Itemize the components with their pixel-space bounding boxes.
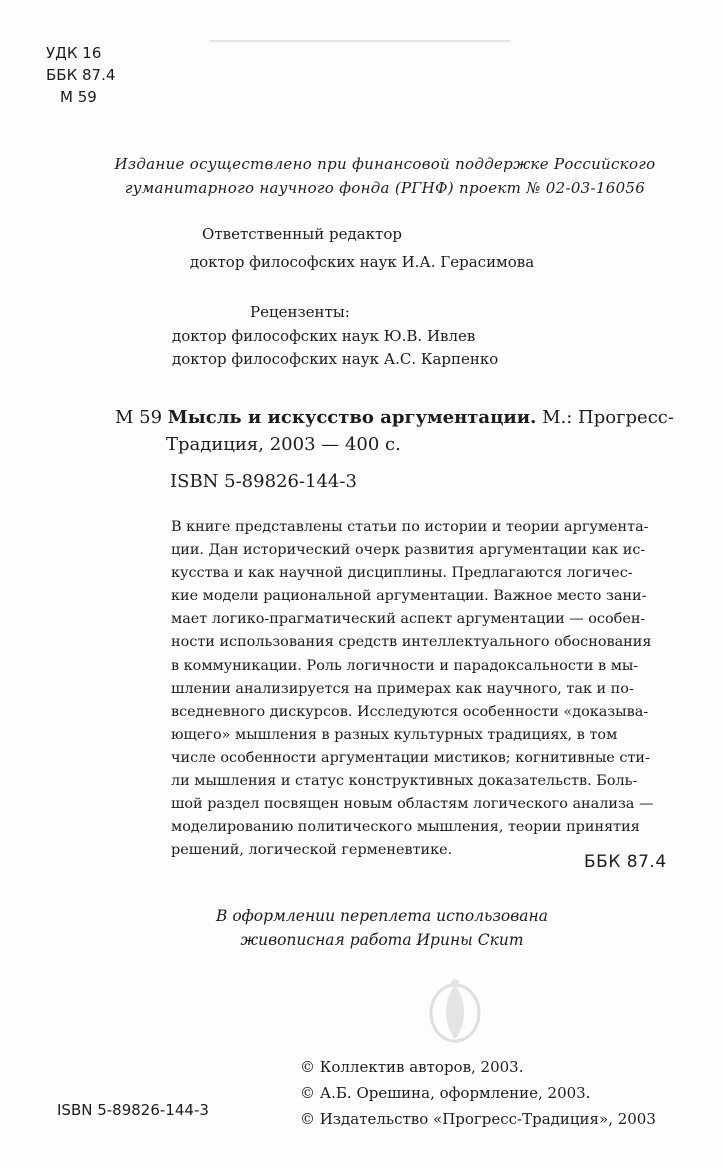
- cover-note-line-2: живописная работа Ирины Скит: [240, 931, 524, 949]
- abstract-line: ции. Дан исторический очерк развития аргументации как ис-: [171, 542, 646, 559]
- abstract-line: ли мышления и статус конструктивных доказательств. Боль-: [171, 773, 638, 790]
- abstract-line: вседневного дискурсов. Исследуются особенности «доказыва-: [171, 703, 649, 720]
- isbn-entry: ISBN 5-89826-144-3: [170, 471, 357, 492]
- funding-note: [60, 152, 710, 200]
- abstract-line: моделированию политического мышления, теории принятия: [171, 819, 640, 836]
- abstract-line: кие модели рациональной аргументации. Важное место зани-: [171, 588, 647, 605]
- abstract-line: мает логико-прагматический аспект аргументации — особен-: [171, 611, 646, 628]
- abstract-line: числе особенности аргументации мистиков; когнитивные сти-: [171, 749, 650, 766]
- bleed-through-line: [210, 40, 510, 42]
- copyright-block: [300, 1054, 656, 1132]
- editor-name: доктор философских наук И.А. Герасимова: [189, 253, 535, 271]
- publisher-emblem-icon: [425, 975, 485, 1045]
- copyright-line: © Издательство «Прогресс-Традиция», 2003: [300, 1110, 656, 1128]
- cover-note-line-1: В оформлении переплета использована: [216, 907, 548, 925]
- abstract-line: ющего» мышления в разных культурных традициях, в том: [171, 726, 618, 743]
- editor-role: Ответственный редактор: [202, 225, 402, 243]
- abstract-line: шлении анализируется на примерах как научного, так и по-: [171, 680, 634, 697]
- bbk-code: ББК 87.4: [46, 66, 116, 84]
- imprint-part-2: Традиция, 2003 — 400 с.: [166, 434, 401, 455]
- abstract-line: шой раздел посвящен новым областям логического анализа —: [171, 796, 654, 813]
- copyright-line: © Коллектив авторов, 2003.: [300, 1058, 524, 1076]
- bibliographic-entry: [115, 404, 674, 458]
- reviewer-name: доктор философских наук А.С. Карпенко: [172, 350, 499, 368]
- abstract-line: решений, логической герменевтике.: [171, 842, 453, 859]
- bbk-bottom: ББК 87.4: [584, 852, 667, 872]
- reviewer-name: доктор философских наук Ю.В. Ивлев: [172, 327, 476, 345]
- abstract-line: в коммуникации. Роль логичности и парадоксальности в мы-: [171, 657, 639, 674]
- abstract-line: В книге представлены статьи по истории и теории аргумента-: [171, 519, 649, 535]
- abstract: [171, 516, 671, 862]
- udc-code: УДК 16: [46, 44, 102, 62]
- copyright-line: © А.Б. Орешина, оформление, 2003.: [300, 1084, 591, 1102]
- reviewers-label: Рецензенты:: [250, 303, 350, 321]
- entry-sign: М 59: [115, 407, 163, 428]
- book-title: Мысль и искусство аргументации.: [167, 407, 537, 428]
- editor-block: [0, 220, 724, 276]
- funding-line-1: Издание осуществлено при финансовой поддержке Российского: [114, 155, 656, 173]
- abstract-line: ности использования средств интеллектуального обоснования: [171, 634, 652, 651]
- funding-line-2: гуманитарного научного фонда (РГНФ) проект № 02-03-16056: [124, 179, 646, 197]
- classification-block: [46, 42, 115, 108]
- isbn-bottom: ISBN 5-89826-144-3: [57, 1101, 209, 1119]
- abstract-line: кусства и как научной дисциплины. Предлагаются логичес-: [171, 565, 633, 582]
- cover-note: [0, 904, 724, 952]
- author-sign: М 59: [60, 88, 97, 106]
- imprint-part-1: М.: Прогресс-: [542, 407, 674, 428]
